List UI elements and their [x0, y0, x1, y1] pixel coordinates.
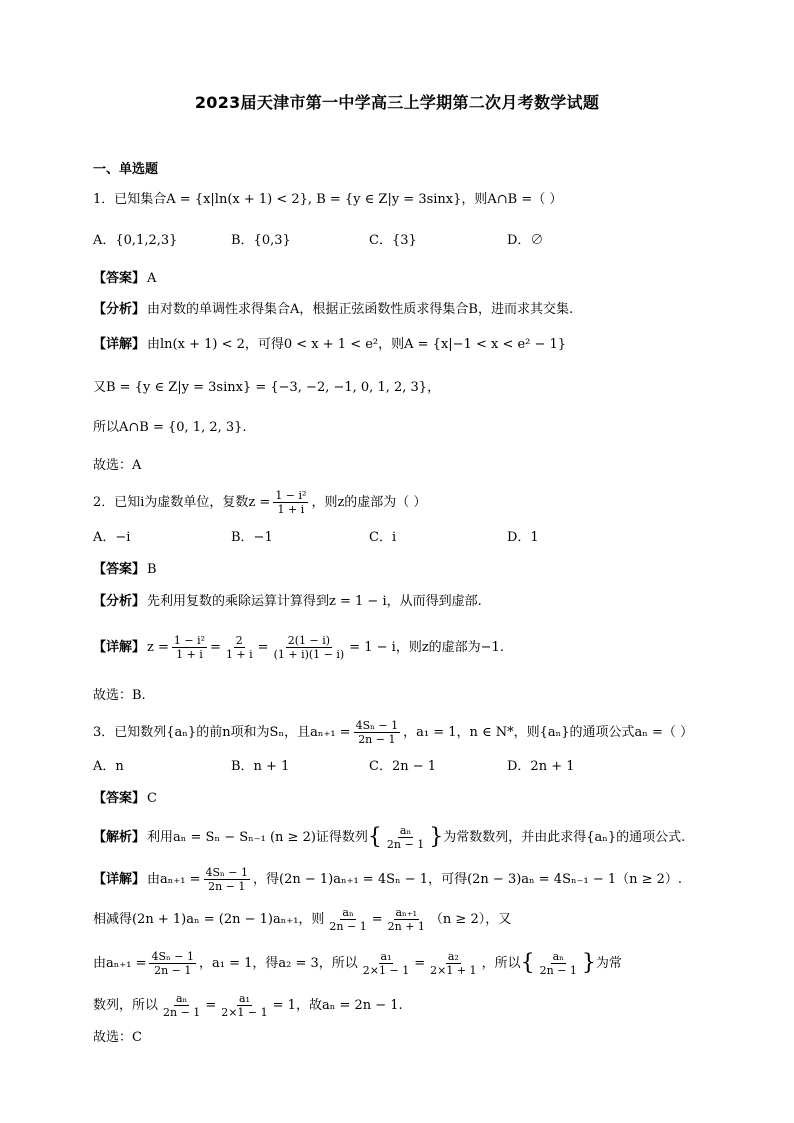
q3-stem	[93, 719, 734, 746]
fraction-denominator: 2n − 1	[539, 964, 577, 977]
q3-detail-3-mid2: ，所以	[481, 956, 521, 971]
detail-label: 【详解】	[93, 872, 146, 887]
fraction-denominator: 2n − 1	[329, 920, 367, 933]
fraction-denominator: 2n + 1	[387, 920, 425, 933]
fraction-numerator: aₙ	[552, 950, 564, 963]
q3-detail-3-fraction-3	[428, 950, 478, 977]
q1-detail: 由ln(x + 1) < 2，可得0 < x + 1 < e²，则A = {x|−1 < x < e² − 1}	[147, 337, 567, 352]
right-brace: }	[581, 950, 596, 976]
fraction-denominator: 2×1 − 1	[221, 1006, 268, 1019]
answer-label: 【答案】	[93, 562, 146, 577]
fraction-denominator: 2n − 1	[163, 1006, 201, 1019]
q2-option-c: C．i	[369, 530, 397, 545]
q3-stem-pre: 3．已知数列{aₙ}的前n项和为Sₙ，且aₙ₊₁ =	[93, 725, 351, 740]
q3-option-b: B．n + 1	[231, 759, 290, 774]
fraction-numerator: 2	[235, 634, 243, 647]
q3-detail-row	[93, 866, 734, 893]
q1-stem: 1．已知集合A = {x|ln(x + 1) < 2}, B = {y ∈ Z|y = 3sinx}，则A∩B =（ ）	[93, 192, 563, 207]
q3-choose: 故选：C	[93, 1030, 142, 1045]
fraction-numerator: aₙ	[342, 906, 354, 919]
q3-detail-1-fraction	[204, 866, 251, 893]
left-brace: {	[520, 950, 535, 976]
q1-option-b: B．{0,3}	[231, 233, 291, 248]
q2-detail-fraction-3	[272, 634, 347, 661]
fraction-numerator: a₁	[380, 950, 392, 963]
fraction-numerator: a₂	[447, 950, 459, 963]
answer-label: 【答案】	[93, 271, 146, 286]
q2-stem	[93, 489, 734, 516]
q3-detail-3-fraction-2	[361, 950, 411, 977]
q3-detail-4-pre: 数列，所以	[93, 998, 159, 1013]
q2-detail-tail: = 1 − i，则z的虚部为−1.	[349, 640, 504, 655]
fraction-numerator: 2(1 − i)	[287, 634, 331, 647]
q1-detail-line2: 又B = {y ∈ Z|y = 3sinx} = {−3, −2, −1, 0, 1, 2, 3}，	[93, 380, 441, 395]
q1-detail-line3: 所以A∩B = {0, 1, 2, 3}.	[93, 420, 247, 435]
equals-sign: =	[414, 956, 426, 971]
q1-option-d: D．∅	[507, 233, 544, 248]
q3-option-a: A．n	[93, 759, 124, 774]
q3-detail-1-post: ，得(2n − 1)aₙ₊₁ = 4Sₙ − 1，可得(2n − 3)aₙ = 4Sₙ₋₁ − 1（n ≥ 2）.	[253, 872, 683, 887]
q3-stem-post: ，a₁ = 1，n ∈ N*，则{aₙ}的通项公式aₙ =（ ）	[403, 725, 694, 740]
q1-answer-row	[93, 269, 734, 289]
fraction-numerator: 1 − i²	[173, 634, 206, 647]
analysis-label: 【分析】	[93, 594, 146, 609]
q3-detail-2-post: （n ≥ 2），又	[429, 912, 512, 927]
q3-analysis-fraction	[385, 824, 426, 851]
analysis-label: 【分析】	[93, 302, 146, 317]
fraction-numerator: a₁	[238, 992, 250, 1005]
right-brace: }	[429, 824, 444, 850]
q3-detail-4-post: = 1，故aₙ = 2n − 1.	[272, 998, 403, 1013]
fraction-numerator: aₙ₊₁	[395, 906, 418, 919]
q2-choose: 故选：B.	[93, 688, 146, 703]
page-title: 2023届天津市第一中学高三上学期第二次月考数学试题	[194, 93, 600, 112]
section-heading: 一、单选题	[93, 162, 159, 177]
fraction-numerator: 4Sₙ − 1	[355, 719, 399, 732]
q3-option-c: C．2n − 1	[369, 759, 437, 774]
q3-detail-line2	[93, 906, 734, 933]
fraction-numerator: aₙ	[399, 824, 412, 837]
fraction-denominator: 1 + i	[277, 503, 305, 516]
q1-choose: 故选：A	[93, 458, 142, 473]
q1-detail-row	[93, 335, 734, 355]
fraction-denominator: 2n − 1	[386, 838, 425, 851]
q2-options	[93, 528, 734, 548]
q3-answer-row	[93, 789, 734, 809]
q3-detail-4-fraction-1	[161, 992, 202, 1019]
q3-detail-2-fraction-2	[386, 906, 427, 933]
q3-detail-line3	[93, 950, 734, 977]
fraction-denominator: 2×1 + 1	[430, 964, 477, 977]
q2-analysis-row	[93, 592, 734, 612]
fraction-denominator: 1 + i	[225, 648, 253, 661]
answer-label: 【答案】	[93, 791, 146, 806]
q3-detail-3-post: 为常	[595, 956, 622, 971]
q1-analysis: 由对数的单调性求得集合A，根据正弦函数性质求得集合B，进而求其交集.	[147, 302, 574, 317]
equals-sign: =	[371, 912, 383, 927]
q1-answer: A	[147, 271, 157, 286]
q3-option-d: D．2n + 1	[507, 759, 575, 774]
q3-detail-line4	[93, 992, 734, 1019]
q3-detail-1-pre: 由aₙ₊₁ =	[147, 872, 201, 887]
q3-detail-2-fraction-1	[327, 906, 368, 933]
q2-answer: B	[147, 562, 157, 577]
analysis-label: 【解析】	[93, 830, 146, 845]
q3-detail-3-fraction-1	[149, 950, 196, 977]
q2-detail-row: 【详解】 z = $\frac{\text{1 − i²}}{1 + i}$ = $\frac{2}{1 + i}$ = $\frac{2(1 - i)}{(1 + i)(1 - i)}$ = 1 − i，则z的虚部为−1.	[93, 634, 504, 661]
q2-answer-row	[93, 560, 734, 580]
fraction-numerator: 4Sₙ − 1	[205, 866, 249, 879]
q3-detail-2-pre: 相减得(2n + 1)aₙ = (2n − 1)aₙ₊₁，则	[93, 912, 325, 927]
q3-analysis-row	[93, 824, 734, 851]
q2-stem-post: ，则z的虚部为（ ）	[311, 495, 427, 510]
equals-sign: =	[205, 998, 217, 1013]
q3-analysis-post: 为常数数列，并由此求得{aₙ}的通项公式.	[443, 830, 686, 845]
q2-stem-fraction	[273, 489, 308, 516]
q2-option-a: A．−i	[93, 530, 131, 545]
fraction-numerator: 4Sₙ − 1	[151, 950, 194, 963]
q3-answer: C	[147, 791, 157, 806]
q2-analysis: 先利用复数的乘除运算计算得到z = 1 − i，从而得到虚部.	[147, 594, 482, 609]
fraction-denominator: 2×1 − 1	[362, 964, 410, 977]
fraction-numerator: aₙ	[176, 992, 188, 1005]
detail-label: 【详解】	[93, 640, 146, 655]
q2-option-b: B．−1	[231, 530, 273, 545]
q1-option-c: C．{3}	[369, 233, 417, 248]
q2-stem-pre: 2．已知i为虚数单位，复数z =	[93, 495, 271, 510]
q2-option-d: D．1	[507, 530, 539, 545]
q3-detail-3-fraction-4	[538, 950, 579, 977]
q3-detail-3-mid: ，a₁ = 1，得a₂ = 3，所以	[199, 956, 358, 971]
fraction-denominator: 2n − 1	[358, 733, 396, 746]
q3-stem-fraction	[354, 719, 401, 746]
left-brace: {	[367, 824, 382, 850]
q3-detail-4-fraction-2	[219, 992, 269, 1019]
fraction-numerator: 1 − i²	[275, 489, 307, 502]
detail-label: 【详解】	[93, 337, 146, 352]
fraction-denominator: 2n − 1	[208, 880, 246, 893]
q2-detail-z: z =	[147, 640, 169, 655]
q1-options	[93, 231, 734, 251]
q3-detail-3-pre: 由aₙ₊₁ =	[93, 956, 147, 971]
q1-option-a: A．{0,1,2,3}	[93, 233, 178, 248]
q3-analysis-pre: 利用aₙ = Sₙ − Sₙ₋₁ (n ≥ 2)证得数列	[147, 830, 368, 845]
fraction-denominator: 2n − 1	[154, 964, 192, 977]
q1-analysis-row	[93, 300, 734, 320]
q3-options	[93, 757, 734, 777]
q2-detail-fraction-1	[172, 634, 207, 661]
fraction-denominator: 1 + i	[176, 648, 203, 661]
q2-detail-fraction-2	[224, 634, 255, 661]
fraction-denominator: (1 + i)(1 − i)	[273, 648, 345, 661]
